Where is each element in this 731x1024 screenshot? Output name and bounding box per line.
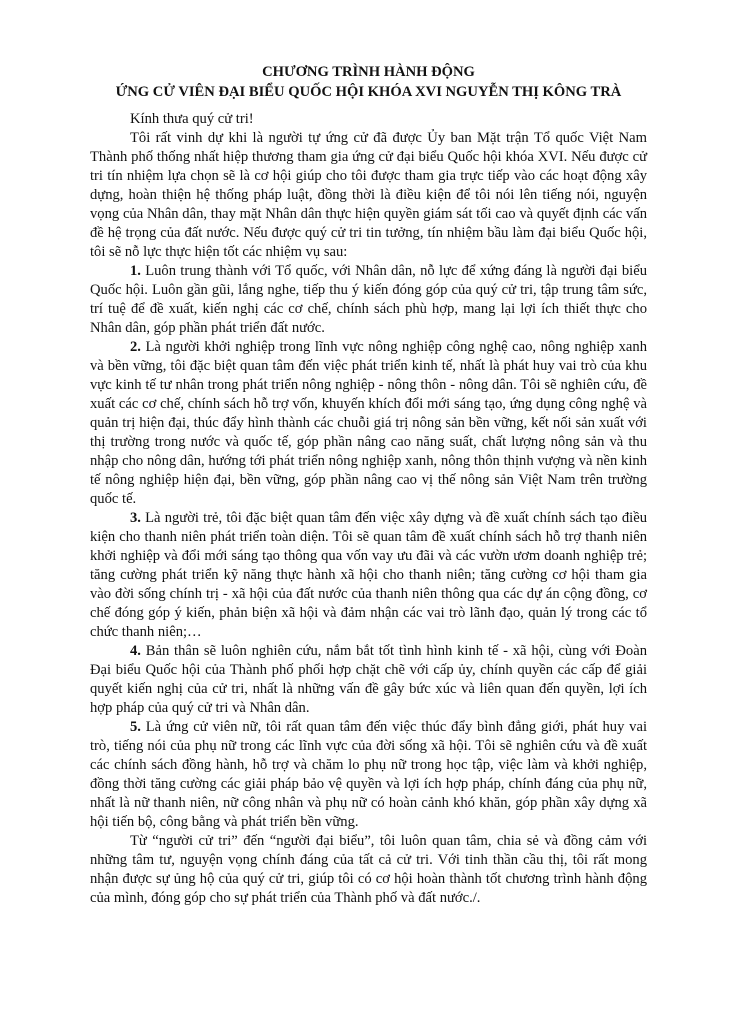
item-text: Là người khởi nghiệp trong lĩnh vực nông nghiệp công nghệ cao, nông nghiệp xanh và bền vững, tôi đặc biệt quan tâm đến việc phát triển kinh tế, nhất là phát huy vai trò của khu vực kinh tế tư nhân trong phát triển nông nghiệp - nông thôn - nông dân. Tôi sẽ nghiên cứu, đề xuất các cơ chế, chính sách hỗ trợ vốn, khuyến khích đổi mới sáng tạo, ứng dụng công nghệ và quản trị hiện đại, thúc đẩy hình thành các chuỗi giá trị nông sản bền vững, kết nối sản xuất với thị trường trong nước và quốc tế, góp phần nâng cao năng suất, chất lượng nông sản và thu nhập cho nông dân, hướng tới phát triển nông nghiệp xanh, nông thôn thịnh vượng và nền kinh tế nông nghiệp hiện đại, bền vững, góp phần nâng cao vị thế nông sản Việt Nam trên trường quốc tế. [90,339,647,507]
item-paragraph [90,338,647,509]
document-title: CHƯƠNG TRÌNH HÀNH ĐỘNG [262,64,475,80]
item-text: Bản thân sẽ luôn nghiên cứu, nắm bắt tốt tình hình kinh tế - xã hội, cùng với Đoàn Đại biểu Quốc hội của Thành phố phối hợp chặt chẽ với cấp ủy, chính quyền các cấp để giải quyết kiến nghị của cử tri, nhất là những vấn đề gây bức xúc và liên quan đến quyền, lợi ích hợp pháp của quý cử tri và Nhân dân. [90,643,647,716]
title-block [90,62,647,102]
item-paragraph [90,642,647,718]
item-number: 3. [130,510,141,526]
document-subtitle: ỨNG CỬ VIÊN ĐẠI BIỂU QUỐC HỘI KHÓA XVI NGUYỄN THỊ KÔNG TRÀ [115,84,622,100]
intro-paragraph: Tôi rất vinh dự khi là người tự ứng cử đã được Ủy ban Mặt trận Tổ quốc Việt Nam Thành phố thống nhất hiệp thương tham gia ứng cử đại biểu Quốc hội khóa XVI. Nếu được cử tri tín nhiệm lựa chọn sẽ là cơ hội giúp cho tôi được tham gia trực tiếp vào các hoạt động xây dựng, hoàn thiện hệ thống pháp luật, đồng thời là điều kiện để tôi nói lên tiếng nói, nguyện vọng của Nhân dân, thay mặt Nhân dân thực hiện quyền giám sát tối cao và quyết định các vấn đề hệ trọng của đất nước. Nếu được quý cử tri tin tưởng, tín nhiệm bầu làm đại biểu Quốc hội, tôi sẽ nỗ lực thực hiện tốt các nhiệm vụ sau: [90,130,647,260]
item-paragraph [90,509,647,642]
item-number: 2. [130,339,141,355]
item-number: 4. [130,643,141,659]
item-text: Là ứng cử viên nữ, tôi rất quan tâm đến việc thúc đẩy bình đẳng giới, phát huy vai trò, tiếng nói của phụ nữ trong các lĩnh vực của đời sống xã hội. Tôi sẽ nghiên cứu và đề xuất các chính sách đồng hành, hỗ trợ và chăm lo phụ nữ trong học tập, việc làm và khởi nghiệp, đồng thời tăng cường các giải pháp bảo vệ quyền và lợi ích hợp pháp, chính đáng của phụ nữ, nhất là nữ thanh niên, nữ công nhân và phụ nữ có hoàn cảnh khó khăn, góp phần xây dựng xã hội tiến bộ, công bằng và phát triển bền vững. [90,719,647,830]
closing-paragraph: Từ “người cử tri” đến “người đại biểu”, tôi luôn quan tâm, chia sẻ và đồng cảm với những tâm tư, nguyện vọng chính đáng của tất cả cử tri. Với tinh thần cầu thị, tôi rất mong nhận được sự ủng hộ của quý cử tri, giúp tôi có cơ hội hoàn thành tốt chương trình hành động của mình, đóng góp cho sự phát triển của Thành phố và đất nước./. [90,833,647,906]
item-text: Luôn trung thành với Tổ quốc, với Nhân dân, nỗ lực để xứng đáng là người đại biểu Quốc hội. Luôn gần gũi, lắng nghe, tiếp thu ý kiến đóng góp của quý cử tri, tập trung tâm sức, trí tuệ để đề xuất, kiến nghị các cơ chế, chính sách phù hợp, mang lại lợi ích thiết thực cho Nhân dân, góp phần phát triển đất nước. [90,263,647,336]
item-text: Là người trẻ, tôi đặc biệt quan tâm đến việc xây dựng và đề xuất chính sách tạo điều kiện cho thanh niên phát triển toàn diện. Tôi sẽ quan tâm đề xuất chính sách hỗ trợ thanh niên khởi nghiệp và đổi mới sáng tạo thông qua vốn vay ưu đãi và các vườn ươm doanh nghiệp trẻ; tăng cường phát triển kỹ năng thực hành xã hội cho thanh niên; tăng cường cơ hội tham gia vào đời sống chính trị - xã hội của đất nước của thanh niên thông qua các dự án cộng đồng, cơ chế đóng góp ý kiến, phản biện xã hội và đảm nhận các vai trò lãnh đạo, quản lý trong các tổ chức thanh niên;… [90,510,647,640]
item-paragraph [90,718,647,832]
greeting: Kính thưa quý cử tri! [130,111,254,127]
item-number: 5. [130,719,141,735]
item-paragraph [90,262,647,338]
item-number: 1. [130,263,141,279]
